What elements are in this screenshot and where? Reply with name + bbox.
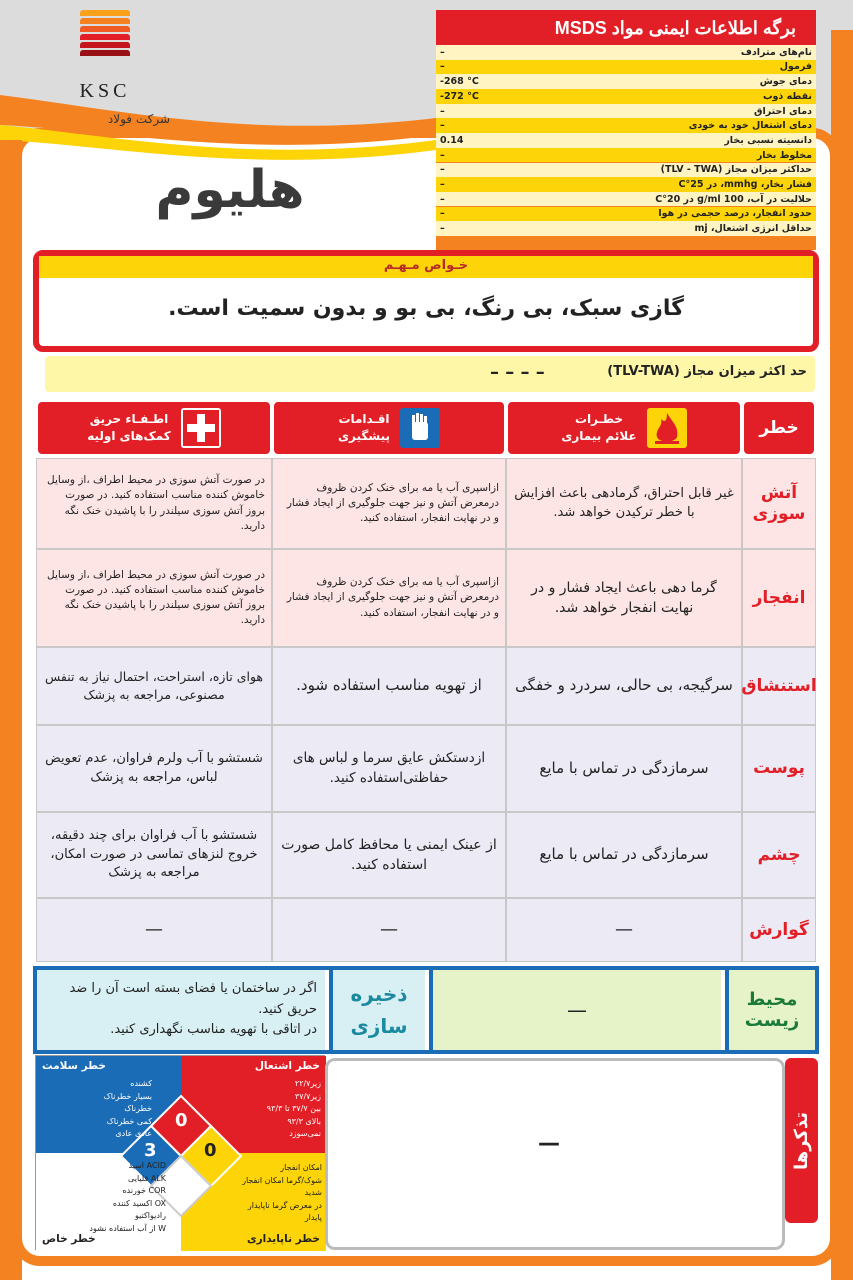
reactivity-levels (226, 1162, 322, 1225)
special-items (56, 1160, 166, 1235)
property-row (436, 60, 816, 75)
reactivity-level: در معرض گرما ناپایدار (247, 1200, 322, 1210)
special-item: OX اکسید کننده (112, 1198, 166, 1208)
row-label: گوارش (742, 898, 816, 962)
symptoms-cell: سرمازدگی در تماس با مایع (506, 812, 742, 898)
property-row (436, 133, 816, 148)
property-label: حدود انفجار، درصد حجمی در هوا (658, 208, 812, 220)
reactivity-level: پایدار (304, 1213, 322, 1222)
header-prevention-label: اقـدامات پیشگیری (338, 411, 390, 443)
special-item: COR خورنده (122, 1186, 166, 1195)
header-symptoms-label: خطـرات علائم بیماری (561, 411, 637, 443)
property-label: فرمول (779, 61, 812, 73)
tlv-strip (45, 356, 815, 392)
header-hazard: خطر (742, 400, 816, 456)
property-label: فشار بخار، mmhg، در 25°C (678, 178, 812, 190)
row-label: انفجار (742, 549, 816, 647)
logo-text: KSC (79, 80, 131, 102)
row-label: پوست (742, 725, 816, 812)
firstaid-cell: هوای تازه، استراحت، احتمال نیاز به تنفس مصنوعی، مراجعه به پزشک (36, 647, 272, 725)
important-heading: خـواص مـهـم (39, 256, 813, 278)
company-name: شرکت فولاد (107, 112, 170, 126)
property-row (436, 74, 816, 89)
property-value: – (440, 223, 445, 235)
storage-row (33, 966, 819, 1054)
fire-level: بالای ۹۳/۳ (287, 1116, 321, 1126)
firstaid-cell: در صورت آتش سوزی در محیط اطراف ،از وسایل خاموش کننده مناسب استفاده کنید. در صورت بروز آتش سوزی سیلندر را با پاشیدن خنک نگه دارید. (36, 458, 272, 549)
property-value: -272 °C (440, 90, 479, 102)
health-level: عادی عادی (115, 1129, 152, 1138)
table-row (36, 812, 816, 898)
property-value: – (440, 178, 445, 190)
property-label: دمای اشتعال خود به خودی (688, 120, 812, 132)
property-row (436, 104, 816, 119)
special-item: ALK قلیایی (128, 1173, 166, 1183)
health-value: 3 (144, 1140, 157, 1161)
health-level: بسیار خطرناک (103, 1091, 152, 1101)
reactivity-level: شدید (304, 1188, 322, 1197)
health-level: خطرناک (124, 1104, 152, 1113)
property-row (436, 45, 816, 60)
important-properties (33, 250, 819, 352)
property-label: دمای احتراق (754, 105, 812, 117)
fire-level: بین ۳۷/۷ تا ۹۳/۳ (266, 1104, 321, 1113)
property-value: – (440, 149, 445, 161)
logo-icon (80, 10, 130, 58)
table-row (36, 458, 816, 549)
flame-icon (647, 408, 687, 448)
property-label: حداقل انرژی اشتعال، mj (694, 223, 812, 235)
health-level: کشنده (130, 1079, 152, 1088)
property-label: دانسیته نسبی بخار (724, 134, 812, 146)
prevention-cell: از عینک ایمنی یا محافظ کامل صورت استفاده کنید. (272, 812, 506, 898)
fire-levels (236, 1078, 321, 1141)
notes-box (325, 1058, 785, 1250)
first-aid-icon (181, 408, 221, 448)
firstaid-cell: — (36, 898, 272, 962)
prevention-cell: ازاسپری آب یا مه برای خنک کردن ظروف درمعرض آتش و نیز جهت جلوگیری از ایجاد فشار و در نهایت انفجار، استفاده کنید. (272, 458, 506, 549)
fire-level: نمی‌سوزد (289, 1129, 321, 1138)
reactivity-level: امکان انفجار (280, 1163, 322, 1172)
property-value: – (440, 120, 445, 132)
properties-title: برگه اطلاعات ایمنی مواد MSDS (436, 10, 816, 45)
firstaid-cell: شستشو با آب ولرم فراوان، عدم تعویض لباس، مراجعه به پزشک (36, 725, 272, 812)
property-value: – (440, 208, 445, 220)
reactivity-level: شوک/گرما امکان انفجار (242, 1175, 322, 1185)
property-row (436, 163, 816, 178)
health-levels (66, 1078, 152, 1141)
property-value: – (440, 46, 445, 58)
property-value: – (440, 193, 445, 205)
reactivity-title: خطر ناپایداری (246, 1233, 320, 1245)
property-label: حلالیت در آب، g/ml 100 در 20°C (655, 193, 812, 205)
health-title: خطر سلامت (42, 1060, 106, 1072)
property-label: حداکثر میزان مجاز (TLV - TWA) (660, 164, 812, 176)
property-row (436, 148, 816, 163)
table-row (36, 898, 816, 962)
property-row (436, 177, 816, 192)
symptoms-cell: سرمازدگی در تماس با مایع (506, 725, 742, 812)
property-row (436, 207, 816, 222)
symptoms-cell: گرما دهی باعث ایجاد فشار و در نهایت انفجار خواهد شد. (506, 549, 742, 647)
symptoms-cell: سرگیجه، بی حالی، سردرد و خفگی (506, 647, 742, 725)
page-title: هلیوم (155, 160, 305, 220)
table-row (36, 647, 816, 725)
special-item: ACID اسید (128, 1161, 166, 1170)
header-symptoms (506, 400, 742, 456)
row-label: آتش سوزی (742, 458, 816, 549)
property-label: نقطه ذوب (762, 90, 812, 102)
environment-label: محیط زیست (725, 970, 815, 1050)
storage-label: ذخیره سازی (329, 970, 425, 1050)
fire-level: زیر۳۷/۷ (294, 1091, 321, 1101)
table-row (36, 725, 816, 812)
fire-level: زیر۲۲/۷ (294, 1079, 321, 1088)
reactivity-value: 0 (204, 1140, 217, 1161)
header-prevention (272, 400, 506, 456)
property-value: -268 °C (440, 76, 479, 88)
special-item: W از آب استفاده نشود (89, 1223, 166, 1233)
fire-value: 0 (175, 1110, 188, 1131)
tlv-value: – – – – (490, 362, 545, 383)
property-row (436, 192, 816, 207)
property-row (436, 89, 816, 104)
special-title: خطر خاص (42, 1233, 96, 1245)
header-firstaid (36, 400, 272, 456)
firstaid-cell: شستشو با آب فراوان برای چند دقیقه، خروج لنزهای تماسی در صورت امکان، مراجعه به پزشک (36, 812, 272, 898)
symptoms-cell: غیر قابل احتراق، گرمادهی باعث افزایش با خطر ترکیدن خواهد شد. (506, 458, 742, 549)
hand-stop-icon (400, 408, 440, 448)
important-text: گازی سبک، بی رنگ، بی بو و بدون سمیت است. (168, 296, 684, 321)
row-label: چشم (742, 812, 816, 898)
tlv-label: حد اکثر میزان مجاز (TLV-TWA) (607, 364, 807, 379)
company-logo (40, 10, 170, 130)
property-label: نام‌های مترادف (740, 46, 812, 58)
firstaid-cell: در صورت آتش سوزی در محیط اطراف ،از وسایل خاموش کننده مناسب استفاده کنید. در صورت بروز آتش سوزی سیلندر را با پاشیدن خنک نگه دارید. (36, 549, 272, 647)
property-value: 0.14 (440, 134, 464, 146)
symptoms-cell: — (506, 898, 742, 962)
nfpa-diamond (35, 1055, 325, 1250)
fire-title: خطر اشتعال (254, 1060, 320, 1072)
hazard-table (36, 400, 816, 966)
special-item: رادیواکتیو (135, 1211, 166, 1220)
prevention-cell: ازدستکش عایق سرما و لباس های حفاظتی‌استفاده کنید. (272, 725, 506, 812)
hazard-header-row (36, 400, 816, 456)
property-value: – (440, 61, 445, 73)
storage-text: اگر در ساختمان یا فضای بسته است آن را ضد حریق کنید. در اتاقی با تهویه مناسب نگهداری کنید. (37, 970, 325, 1050)
header-firstaid-label: اطـفـاء حریق کمک‌های اولیه (87, 411, 171, 443)
row-label: استنشاق (742, 647, 816, 725)
property-row (436, 221, 816, 236)
notes-label: تذکرها (785, 1058, 818, 1223)
prevention-cell: ازاسپری آب یا مه برای خنک کردن ظروف درمعرض آتش و نیز جهت جلوگیری از ایجاد فشار و در نهایت انفجار، استفاده کنید. (272, 549, 506, 647)
property-label: مخلوط بخار (756, 149, 812, 161)
health-level: کمی خطرناک (106, 1116, 152, 1126)
property-label: دمای جوش (759, 76, 812, 88)
notes-value: — (538, 1131, 560, 1156)
property-value: – (440, 164, 445, 176)
prevention-cell: — (272, 898, 506, 962)
table-row (36, 549, 816, 647)
properties-table (436, 10, 816, 250)
property-row (436, 118, 816, 133)
prevention-cell: از تهویه مناسب استفاده شود. (272, 647, 506, 725)
environment-value: — (429, 970, 721, 1050)
property-value: – (440, 105, 445, 117)
